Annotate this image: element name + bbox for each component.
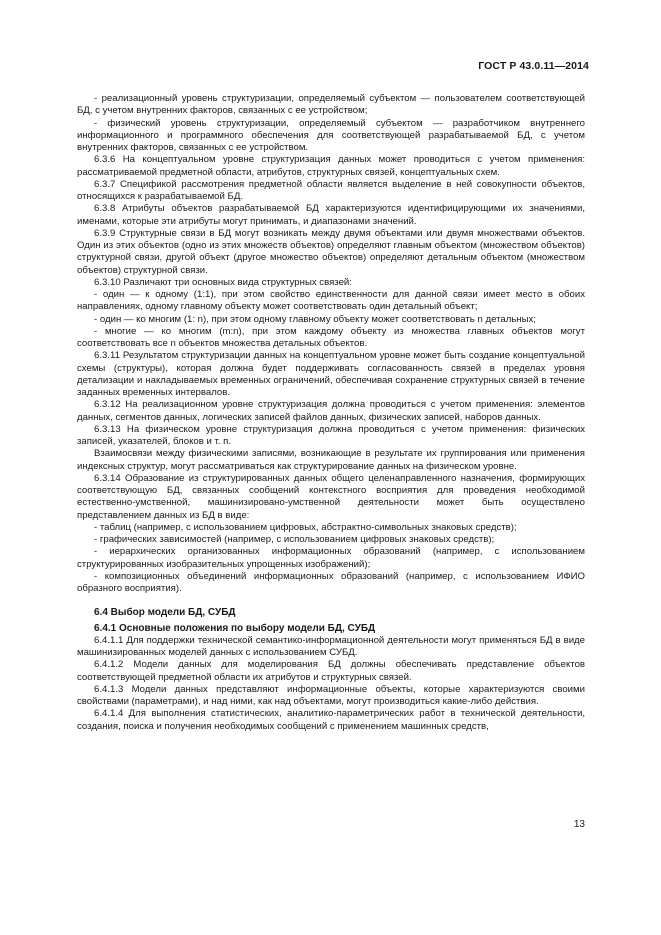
document-body	[77, 93, 585, 733]
document-code-header: ГОСТ Р 43.0.11—2014	[478, 60, 589, 72]
paragraph: 6.4.1.4 Для выполнения статистических, аналитико-параметрических работ в технической деятельности, создания, поиска и получения необходимых сообщений с применением машинных средств,	[77, 708, 585, 732]
paragraph: 6.3.8 Атрибуты объектов разрабатываемой БД характеризуются идентифицирующими их значениями, именами, которые эти атрибуты могут принимать, и диапазонами значений.	[77, 203, 585, 227]
list-item: - таблиц (например, с использованием цифровых, абстрактно-символьных знаковых средств);	[94, 521, 517, 533]
list-item: - один — к одному (1:1), при этом свойство единственности для данной связи имеет место в обоих направлениях, одному главному объекту может соответствовать один детальный объект;	[77, 289, 585, 313]
paragraph: 6.3.13 На физическом уровне структуризация должна проводиться с учетом применения: физических записей, указателей, блоков и т. п.	[77, 423, 585, 447]
paragraph: 6.3.6 На концептуальном уровне структуризация данных может проводиться с учетом применения: рассматриваемой предметной области, атрибутов, структурных связей, концептуальных схем.	[77, 154, 585, 178]
page-number: 13	[573, 819, 585, 830]
list-item: - графических зависимостей (например, с использованием цифровых знаковых средств);	[94, 534, 495, 545]
paragraph: 6.3.10 Различают три основных вида структурных связей:	[94, 276, 352, 288]
paragraph: 6.3.14 Образование из структурированных данных общего целенаправленного назначения, формирующих соответствующую БД, связанных сообщений контекстного восприятия для проведения необходимой естественно-умственной, машинизировано-умственной деятельности может быть осуществлено представлением данных из БД в виде:	[77, 472, 585, 521]
paragraph: 6.3.11 Результатом структуризации данных на концептуальном уровне может быть создание концептуальной схемы (структуры), которая должна будет поддерживать согласованность связей в пределах уровня детализации и накладываемых временных ограничений, обеспечивая сохранение структурных связей в течение заданных временных интервалов.	[77, 350, 585, 398]
paragraph: 6.4.1.2 Модели данных для моделирования БД должны обеспечивать представление объектов соответствующей предметной области их атрибутов и структурных связей.	[77, 659, 585, 683]
paragraph: 6.3.7 Спецификой рассмотрения предметной области является выделение в ней совокупности объектов, относящихся к разрабатываемой БД.	[77, 178, 585, 202]
paragraph: 6.4.1.1 Для поддержки технической семантико-информационной деятельности могут применяться БД в виде машинизированных моделей данных с использованием СУБД.	[77, 634, 585, 658]
paragraph: Взаимосвязи между физическими записями, возникающие в результате их группирования или применения индексных структур, могут рассматриваться как структурирование данных на физическом уровне.	[77, 448, 585, 472]
paragraph: - реализационный уровень структуризации, определяемый субъектом — пользователем соответствующей БД, с учетом внутренних факторов, связанных с ее устройством;	[77, 93, 585, 117]
list-item: - многие — ко многим (m:n), при этом каждому объекту из множества главных объектов могут соответствовать все n объектов множества детальных объектов.	[77, 325, 585, 349]
paragraph: 6.4.1.3 Модели данных представляют информационные объекты, которые характеризуются своими свойствами (параметрами), и над ними, как над объектами, могут производиться какие-либо действия.	[77, 683, 585, 707]
list-item: - иерархических организованных информационных образований (например, с использованием структурированных изобразительных упрощенных изображений);	[77, 546, 585, 570]
subsection-heading: 6.4.1 Основные положения по выбору модели БД, СУБД	[94, 622, 376, 634]
section-heading: 6.4 Выбор модели БД, СУБД	[94, 607, 236, 619]
paragraph: 6.3.9 Структурные связи в БД могут возникать между двумя объектами или двумя множествами объектов. Один из этих объектов (одно из этих множеств объектов) определяют главным объектом (множеством объектов) структурной связи, другой объект (другое множество объектов) определяют детальным объектом (множеством объектов) структурной связи.	[77, 227, 585, 276]
list-item: - один — ко многим (1: n), при этом одному главному объекту может соответствовать n детальных;	[94, 313, 536, 325]
list-item: - композиционных объединений информационных образований (например, с использованием ИФИО образного восприятия).	[77, 570, 585, 594]
paragraph: - физический уровень структуризации, определяемый субъектом — разработчиком внутреннего информационного и программного обеспечения для соответствующей разрабатываемой БД, с учетом внутренних факторов, связанных с ее устройством.	[77, 117, 585, 153]
paragraph: 6.3.12 На реализационном уровне структуризация должна проводиться с учетом применения: элементов данных, сегментов данных, логических записей файлов данных, физических записей, наборов данных.	[77, 399, 585, 423]
